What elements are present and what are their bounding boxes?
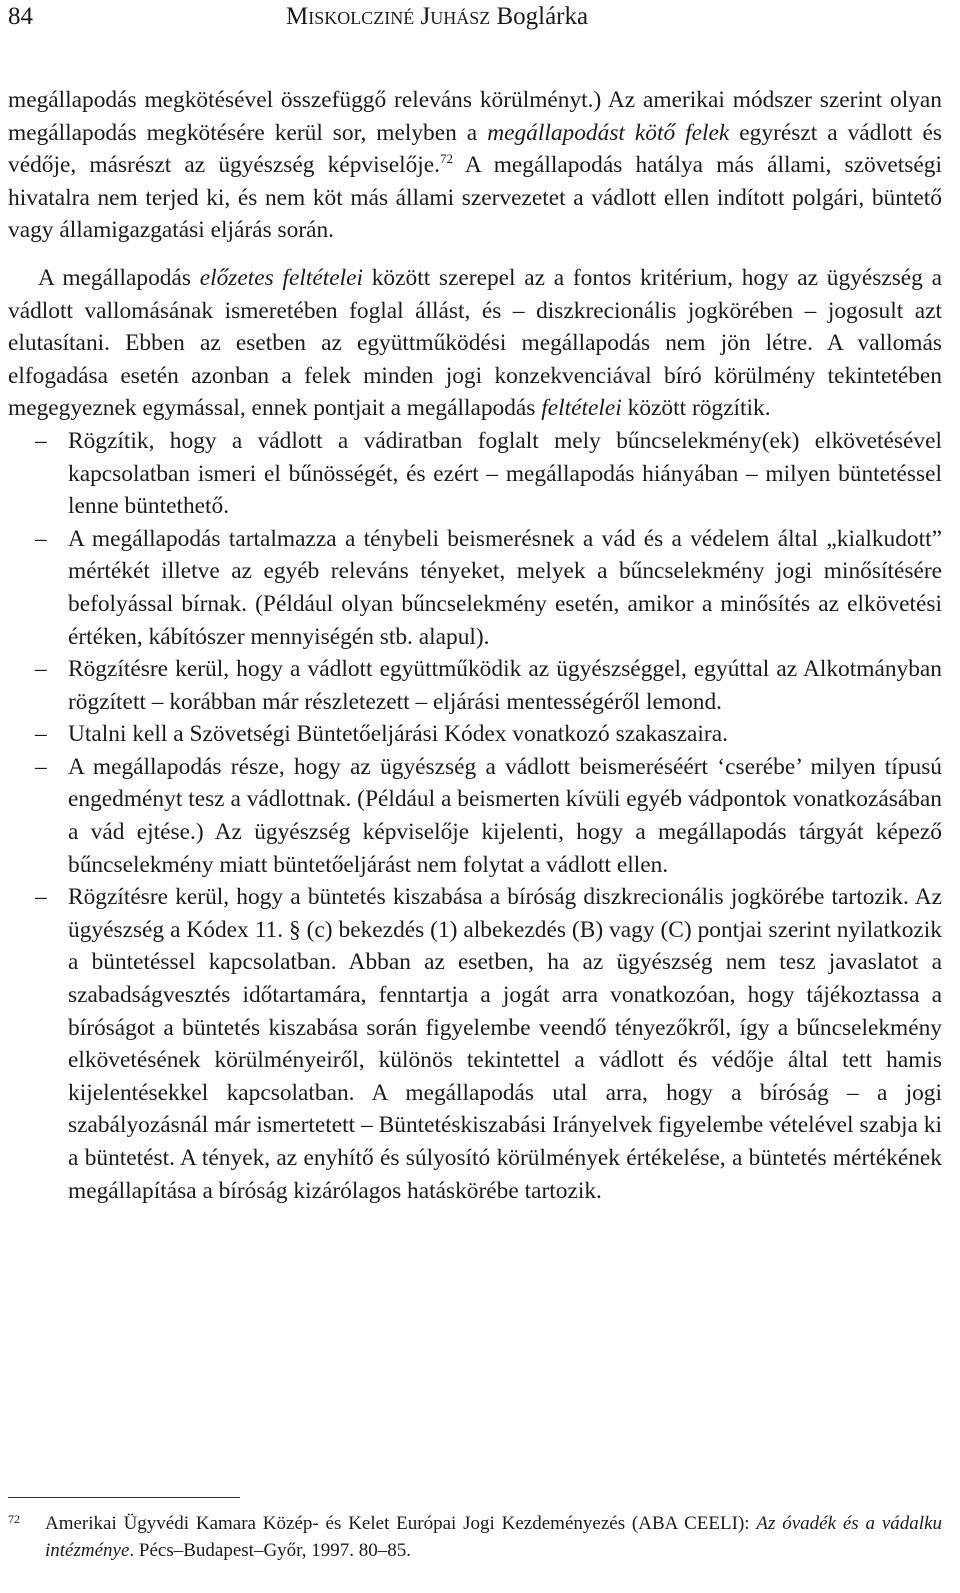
- page-number: 84: [8, 3, 33, 30]
- list-item-text: Rögzítésre kerül, hogy a büntetés kiszabása a bíróság diszkrecionális jogkörébe tartozik. Az ügyészség a Kódex 11. § (c) bekezdés (1) albekezdés (B) vagy (C) pontjai szerint nyilatkozik a büntetéssel kapcsolatban. Abban az esetben, ha az ügyészség nem tesz javaslatot a szabadságvesztés időtartamára, fenntartja a jogát arra vonatkozóan, hogy tájékoztassa a bíróságot a büntetés kiszabása során figyelembe veendő tényezőkről, így a bűncselekmény elkövetésének körülményeiről, különös tekintettel a vádlott és védője által tett hamis kijelentésekkel kapcsolatban. A megállapodás utal arra, hogy a bíróság – a jogi szabályozásnál már ismertetett – Büntetéskiszabási Irányelvek figyelembe vételével szabja ki a büntetést. A tények, az enyhítő és súlyosító körülmények értékelése, a büntetés mértékének megállapítása a bíróság kizárólagos hatáskörébe tartozik.: [68, 884, 942, 1204]
- list-item: [8, 425, 942, 523]
- dash-bullet: –: [35, 525, 47, 552]
- text-run: megállapodás megkötésével összefüggő releváns körülményt.) Az amerikai módszer szerint olyan megállapodás megkötésére kerül sor, melyben a: [8, 87, 942, 146]
- text-run: között rögzítik.: [621, 395, 771, 422]
- dash-bullet: –: [35, 884, 47, 911]
- text-run: egyrészt a vádlott és védője, másrészt az ügyészség képviselője.: [8, 119, 942, 179]
- dash-bullet: –: [35, 427, 47, 454]
- text-run: Amerikai Ügyvédi Kamara Közép- és Kelet Európai Jogi Kezdeményezés (ABA CEELI):: [45, 1513, 757, 1534]
- list-item: [8, 718, 942, 751]
- dash-list: [8, 425, 942, 1207]
- body-text: [8, 84, 942, 1207]
- footnote-number: 72: [8, 1512, 20, 1526]
- italic-title: Az óvadék és a vádalku intézménye: [45, 1513, 942, 1561]
- text-run: A megállapodás: [38, 264, 200, 291]
- italic-term: feltételei: [541, 395, 622, 422]
- text-run: A megállapodás hatálya más állami, szövetségi hivatalra nem terjed ki, és nem köt más állami szervezetet a vádlott ellen indított polgári, büntető vagy államigazgatási eljárás során.: [8, 152, 942, 244]
- list-item-text: Utalni kell a Szövetségi Büntetőeljárási Kódex vonatkozó szakaszaira.: [68, 721, 728, 748]
- author-given-name: Boglárka: [496, 3, 589, 30]
- italic-term: előzetes feltételei: [199, 264, 363, 291]
- list-item: [8, 653, 942, 718]
- list-item: [8, 881, 942, 1207]
- continued-paragraph: [8, 84, 942, 247]
- dash-bullet: –: [35, 753, 47, 780]
- text-run: . Pécs–Budapest–Győr, 1997. 80–85.: [129, 1540, 411, 1561]
- text-run: között szerepel az a fontos kritérium, hogy az ügyészség a vádlott vallomásának ismeretében foglal állást, és – diszkrecionális jogkörében – jogosult azt elutasítani. Ebben az esetben az együttműködési megállapodás nem jön létre. A vallomás elfogadása esetén azonban a felek minden jogi konzekvenciával bíró körülmény tekintetében megegyeznek egymással, ennek pontjait a megállapodás: [8, 264, 942, 422]
- list-item-text: A megállapodás része, hogy az ügyészség a vádlott beismeréséért ‘cserébe’ milyen típusú engedményt tesz a vádlottnak. (Például a beismerten kívüli egyéb vádpontok vonatkozásában a vád ejtése.) Az ügyészség képviselője kijelenti, hogy a megállapodás tárgyát képező bűncselekmény miatt büntetőeljárást nem folytat a vádlott ellen.: [68, 753, 942, 878]
- running-header-author: [286, 0, 588, 34]
- italic-term: megállapodást kötő felek: [487, 119, 730, 146]
- list-item: [8, 751, 942, 881]
- list-item-text: Rögzítik, hogy a vádlott a vádiratban foglalt mely bűncselekmény(ek) elkövetésével kapcsolatban ismeri el bűnösségét, és ezért – megállapodás hiányában – milyen büntetéssel lenne büntethető.: [68, 427, 942, 520]
- dash-bullet: –: [35, 721, 47, 748]
- list-item-text: Rögzítésre kerül, hogy a vádlott együttműködik az ügyészséggel, egyúttal az Alkotmányban rögzített – korábban már részletezett – eljárási mentességéről lemond.: [68, 656, 942, 715]
- list-item-text: A megállapodás tartalmazza a ténybeli beismerésnek a vád és a védelem által „kialkudott” mértékét illetve az egyéb releváns tényeket, melyek a bűncselekmény jogi minősítésére befolyással bírnak. (Például olyan bűncselekmény esetén, amikor a minősítés az elkövetési értéken, kábítószer mennyiségén stb. alapul).: [68, 525, 942, 650]
- paragraph: [8, 262, 942, 425]
- footnote-text: [45, 1510, 942, 1564]
- footnote-reference[interactable]: 72: [440, 151, 454, 167]
- author-surname: Miskolcziné Juhász: [286, 3, 491, 30]
- dash-bullet: –: [35, 656, 47, 683]
- list-item: [8, 523, 942, 653]
- footnote: [8, 1510, 942, 1564]
- footnote-separator: [8, 1497, 240, 1498]
